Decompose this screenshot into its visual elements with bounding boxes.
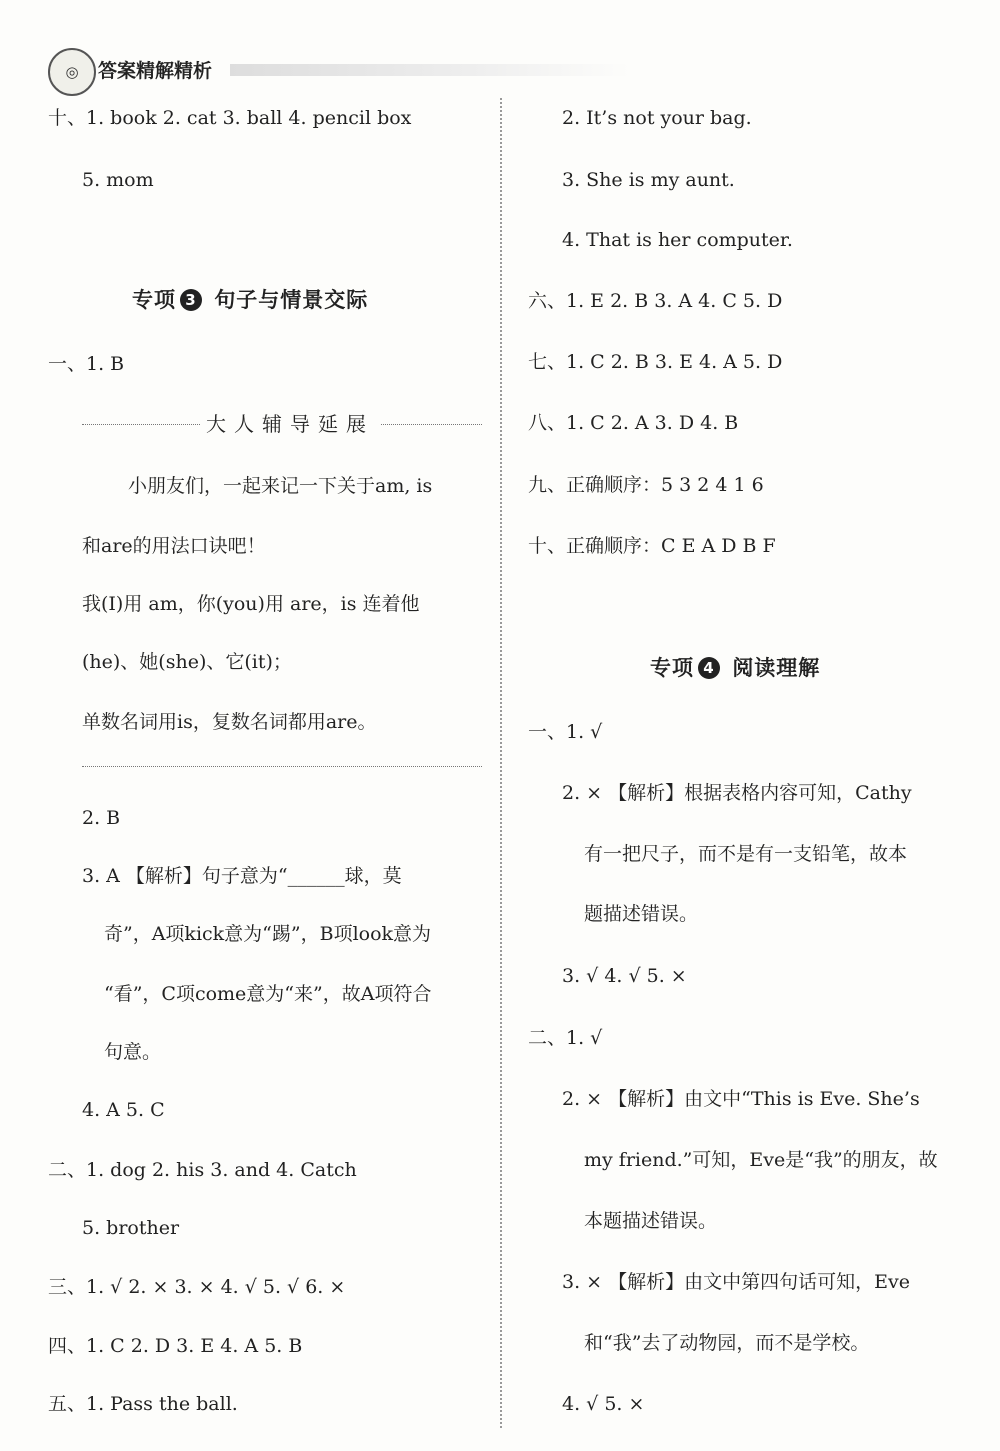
extension-bottom-rule bbox=[82, 766, 482, 767]
section-title-4 bbox=[650, 654, 820, 682]
answer-line: 5. mom bbox=[82, 169, 154, 191]
header-decoration bbox=[230, 64, 630, 76]
answer-line: 3. × 【解析】由文中第四句话可知，Eve bbox=[562, 1271, 910, 1293]
answer-line: 和“我”去了动物园，而不是学校。 bbox=[584, 1332, 870, 1354]
section-name: 阅读理解 bbox=[732, 656, 821, 680]
answer-line: 3. A 【解析】句子意为“______球，莫 bbox=[82, 865, 402, 887]
answer-line: 八、1. C 2. A 3. D 4. B bbox=[528, 412, 739, 434]
answer-line: 2. × 【解析】根据表格内容可知，Cathy bbox=[562, 782, 912, 804]
answer-line: 句意。 bbox=[104, 1041, 162, 1063]
answer-line: 二、1. dog 2. his 3. and 4. Catch bbox=[48, 1159, 357, 1181]
extension-box-title bbox=[82, 408, 482, 438]
section-number-badge: 3 bbox=[180, 289, 202, 311]
extension-title: 大人辅导延展 bbox=[200, 408, 380, 437]
answer-line: 二、1. √ bbox=[528, 1027, 603, 1049]
extension-text: 和are的用法口诀吧！ bbox=[82, 535, 266, 557]
answer-line: 5. brother bbox=[82, 1217, 180, 1239]
section-number-badge: 4 bbox=[698, 657, 720, 679]
answer-line: 2. × 【解析】由文中“This is Eve. She’s bbox=[562, 1088, 920, 1110]
answer-line: 本题描述错误。 bbox=[584, 1210, 718, 1232]
answer-line: 有一把尺子，而不是有一支铅笔，故本 bbox=[584, 843, 908, 865]
answer-line: 题描述错误。 bbox=[584, 903, 699, 925]
answer-line: 4. √ 5. × bbox=[562, 1393, 645, 1415]
answer-line: 2. It’s not your bag. bbox=[562, 107, 752, 129]
answer-line: 九、正确顺序：5 3 2 4 1 6 bbox=[528, 474, 764, 496]
extension-text: 单数名词用is，复数名词都用are。 bbox=[82, 711, 377, 733]
answer-line: 三、1. √ 2. × 3. × 4. √ 5. √ 6. × bbox=[48, 1276, 346, 1298]
answer-line: 十、1. book 2. cat 3. ball 4. pencil box bbox=[48, 107, 412, 129]
answer-line: 3. √ 4. √ 5. × bbox=[562, 965, 687, 987]
page-header bbox=[40, 40, 970, 96]
extension-text: 我(I)用 am，你(you)用 are，is 连着他 bbox=[82, 593, 420, 615]
section-name: 句子与情景交际 bbox=[214, 288, 369, 312]
answer-line: 七、1. C 2. B 3. E 4. A 5. D bbox=[528, 351, 783, 373]
header-title: 答案精解精析 bbox=[98, 60, 213, 82]
answer-line: 十、正确顺序：C E A D B F bbox=[528, 535, 776, 557]
logo-icon: ◎ bbox=[48, 48, 96, 96]
answer-line: 四、1. C 2. D 3. E 4. A 5. B bbox=[48, 1335, 303, 1357]
answer-line: 4. That is her computer. bbox=[562, 229, 793, 251]
answer-line: 4. A 5. C bbox=[82, 1099, 165, 1121]
answer-line: 五、1. Pass the ball. bbox=[48, 1393, 238, 1415]
section-title-3 bbox=[132, 286, 368, 314]
answer-line: my friend.”可知，Eve是“我”的朋友，故 bbox=[584, 1149, 938, 1171]
answer-line: 一、1. √ bbox=[528, 721, 603, 743]
section-prefix: 专项 bbox=[132, 288, 176, 312]
answer-line: 2. B bbox=[82, 807, 121, 829]
answer-line: 奇”，A项kick意为“踢”，B项look意为 bbox=[104, 923, 432, 945]
column-divider bbox=[500, 98, 502, 1428]
extension-text: 小朋友们，一起来记一下关于am, is bbox=[128, 475, 433, 497]
section-prefix: 专项 bbox=[650, 656, 694, 680]
answer-line: “看”，C项come意为“来”，故A项符合 bbox=[104, 983, 432, 1005]
answer-line: 一、1. B bbox=[48, 353, 125, 375]
answer-line: 3. She is my aunt. bbox=[562, 169, 735, 191]
answer-line: 六、1. E 2. B 3. A 4. C 5. D bbox=[528, 290, 783, 312]
extension-text: (he)、她(she)、它(it)； bbox=[82, 651, 292, 673]
